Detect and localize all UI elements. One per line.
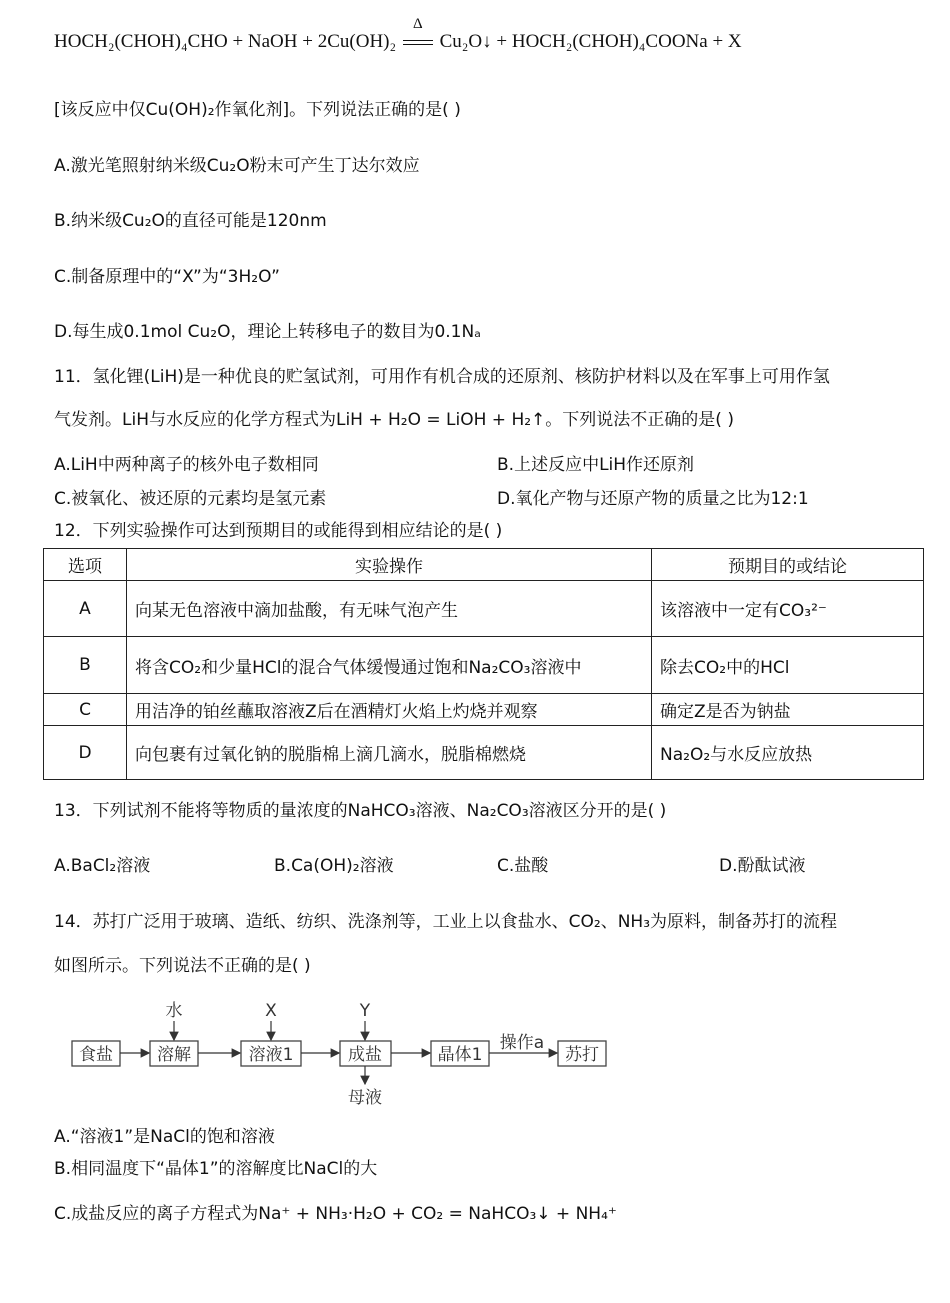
row-result: 确定Z是否为钠盐	[652, 694, 924, 726]
flow-label: 溶液1	[248, 1045, 294, 1065]
q12-stem: 12．下列实验操作可达到预期目的或能得到相应结论的是( )	[54, 521, 503, 541]
q13-option-b: B.Ca(OH)₂溶液	[274, 856, 394, 876]
row-result: 该溶液中一定有CO₃²⁻	[652, 581, 924, 637]
q11-stem-line1: 11．氢化锂(LiH)是一种优良的贮氢试剂，可用作有机合成的还原剂、核防护材料以及在军事上可用作氢	[54, 367, 830, 387]
flow-input: Y	[359, 1001, 371, 1021]
flow-label: 食盐	[79, 1045, 113, 1065]
row-option: A	[44, 581, 127, 637]
table-row	[44, 637, 924, 694]
row-option: B	[44, 637, 127, 694]
row-result: Na₂O₂与水反应放热	[652, 726, 924, 780]
row-result: 除去CO₂中的HCl	[652, 637, 924, 694]
q10-note: [该反应中仅Cu(OH)₂作氧化剂]。下列说法正确的是( )	[54, 100, 461, 120]
q13-option-c: C.盐酸	[497, 856, 549, 876]
q14-stem-line2: 如图所示。下列说法不正确的是( )	[54, 956, 311, 976]
flow-label: 苏打	[565, 1045, 599, 1065]
flow-output: 母液	[348, 1088, 382, 1108]
equation-rhs: Cu₂O↓ + HOCH₂(CHOH)₄COONa + X	[439, 31, 742, 52]
q11-option-b: B.上述反应中LiH作还原剂	[497, 455, 695, 475]
q13-stem: 13．下列试剂不能将等物质的量浓度的NaHCO₃溶液、Na₂CO₃溶液区分开的是( )	[54, 801, 667, 821]
table-row	[44, 581, 924, 637]
q11-stem-line2: 气发剂。LiH与水反应的化学方程式为LiH + H₂O = LiOH + H₂↑。下列说法不正确的是( )	[54, 410, 734, 430]
q10-option-d: D.每生成0.1mol Cu₂O，理论上转移电子的数目为0.1Nₐ	[54, 322, 481, 342]
flow-input: 水	[165, 1001, 183, 1021]
q14-stem-line1: 14．苏打广泛用于玻璃、造纸、纺织、洗涤剂等，工业上以食盐水、CO₂、NH₃为原料，制备苏打的流程	[54, 912, 838, 932]
reaction-equation	[54, 16, 742, 54]
q11-option-d: D.氧化产物与还原产物的质量之比为12:1	[497, 489, 809, 509]
process-flow-diagram	[70, 996, 630, 1110]
row-operation: 用洁净的铂丝蘸取溶液Z后在酒精灯火焰上灼烧并观察	[127, 694, 652, 726]
row-option: D	[44, 726, 127, 780]
flow-label: 晶体1	[437, 1045, 483, 1065]
header-operation: 实验操作	[127, 549, 652, 581]
row-operation: 向包裹有过氧化钠的脱脂棉上滴几滴水，脱脂棉燃烧	[127, 726, 652, 780]
flow-op-label: 操作a	[499, 1033, 545, 1053]
q12-table	[43, 548, 924, 780]
q10-option-a: A.激光笔照射纳米级Cu₂O粉末可产生丁达尔效应	[54, 156, 420, 176]
q13-option-d: D.酚酞试液	[719, 856, 806, 876]
q11-option-a: A.LiH中两种离子的核外电子数相同	[54, 455, 319, 475]
row-operation: 将含CO₂和少量HCl的混合气体缓慢通过饱和Na₂CO₃溶液中	[127, 637, 652, 694]
flow-input: X	[265, 1001, 277, 1021]
q14-option-a: A.“溶液1”是NaCl的饱和溶液	[54, 1127, 275, 1147]
flow-label: 溶解	[157, 1045, 191, 1065]
row-operation: 向某无色溶液中滴加盐酸，有无味气泡产生	[127, 581, 652, 637]
table-row	[44, 726, 924, 780]
flow-label: 成盐	[348, 1045, 382, 1065]
q11-option-c: C.被氧化、被还原的元素均是氢元素	[54, 489, 327, 509]
table-row	[44, 694, 924, 726]
row-option: C	[44, 694, 127, 726]
delta-label: Δ	[413, 16, 423, 32]
q10-option-c: C.制备原理中的“X”为“3H₂O”	[54, 267, 280, 287]
table-header-row	[44, 549, 924, 581]
q14-option-b: B.相同温度下“晶体1”的溶解度比NaCl的大	[54, 1159, 378, 1179]
q10-option-b: B.纳米级Cu₂O的直径可能是120nm	[54, 211, 327, 231]
header-option: 选项	[44, 549, 127, 581]
equation-lhs: HOCH₂(CHOH)₄CHO + NaOH + 2Cu(OH)₂	[54, 31, 397, 52]
q13-option-a: A.BaCl₂溶液	[54, 856, 151, 876]
header-result: 预期目的或结论	[652, 549, 924, 581]
q14-option-c: C.成盐反应的离子方程式为Na⁺ + NH₃·H₂O + CO₂ = NaHCO₃↓ + NH₄⁺	[54, 1204, 617, 1224]
